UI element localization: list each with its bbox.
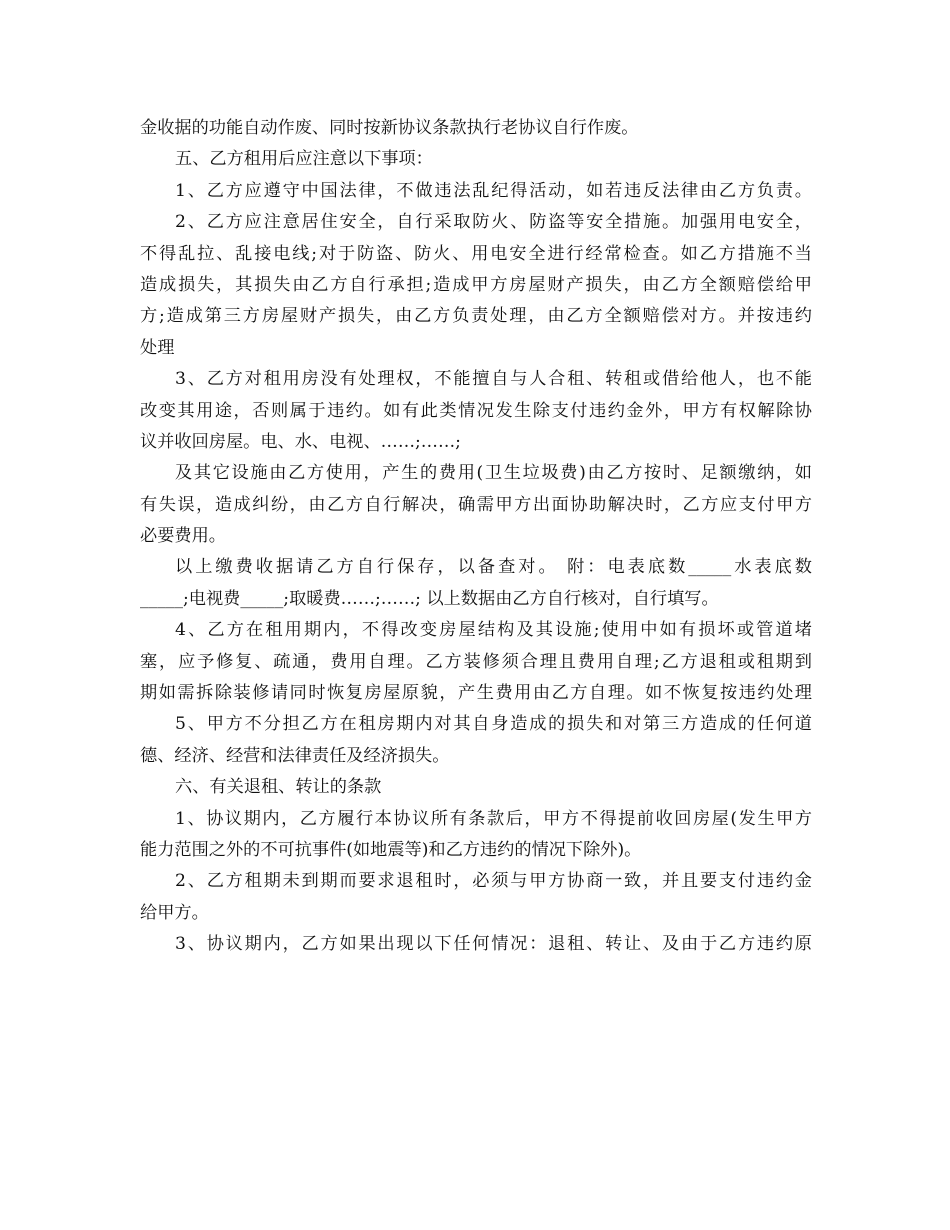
document-line: 3、乙方对租用房没有处理权，不能擅自与人合租、转租或借给他人，也不能 — [175, 369, 812, 390]
document-line: 给甲方。 — [140, 902, 209, 923]
document-body — [140, 113, 812, 961]
document-line: 及其它设施由乙方使用，产生的费用(卫生垃圾费)由乙方按时、足额缴纳，如 — [175, 463, 812, 484]
document-line: 议并收回房屋。电、水、电视、……;……; — [140, 431, 461, 452]
document-line: 改变其用途，否则属于违约。如有此类情况发生除支付违约金外，甲方有权解除协 — [140, 400, 812, 421]
document-line: 期如需拆除装修请同时恢复房屋原貌，产生费用由乙方自理。如不恢复按违约处理 — [140, 683, 812, 704]
document-line: 六、有关退租、转让的条款 — [175, 777, 382, 798]
document-line: 造成损失，其损失由乙方自行承担;造成甲方房屋财产损失，由乙方全额赔偿给甲 — [140, 274, 812, 295]
document-line: 必要费用。 — [140, 526, 226, 547]
document-line: 2、乙方租期未到期而要求退租时，必须与甲方协商一致，并且要支付违约金 — [175, 871, 812, 892]
document-line: 以上缴费收据请乙方自行保存，以备查对。 附：电表底数_____水表底数 — [175, 557, 812, 578]
document-line: 德、经济、经营和法律责任及经济损失。 — [140, 745, 450, 766]
document-line: 有失误，造成纠纷，由乙方自行解决，确需甲方出面协助解决时，乙方应支付甲方 — [140, 494, 812, 515]
document-line: 1、乙方应遵守中国法律，不做违法乱纪得活动，如若违反法律由乙方负责。 — [175, 180, 812, 201]
document-line: 能力范围之外的不可抗事件(如地震等)和乙方违约的情况下除外)。 — [140, 839, 642, 860]
document-line: _____;电视费_____;取暖费……;……; 以上数据由乙方自行核对，自行填写。 — [140, 588, 719, 609]
document-line: 5、甲方不分担乙方在租房期内对其自身造成的损失和对第三方造成的任何道 — [175, 714, 812, 735]
document-line: 方;造成第三方房屋财产损失，由乙方负责处理，由乙方全额赔偿对方。并按违约 — [140, 306, 812, 327]
document-line: 处理 — [140, 337, 175, 358]
document-line: 不得乱拉、乱接电线;对于防盗、防火、用电安全进行经常检查。如乙方措施不当 — [140, 243, 812, 264]
document-line: 2、乙方应注意居住安全，自行采取防火、防盗等安全措施。加强用电安全， — [175, 212, 812, 233]
document-line: 3、协议期内，乙方如果出现以下任何情况：退租、转让、及由于乙方违约原 — [175, 934, 812, 955]
document-line: 4、乙方在租用期内，不得改变房屋结构及其设施;使用中如有损坏或管道堵 — [175, 620, 812, 641]
document-line: 五、乙方租用后应注意以下事项： — [175, 149, 433, 170]
document-line: 1、协议期内，乙方履行本协议所有条款后，甲方不得提前收回房屋(发生甲方 — [175, 808, 812, 829]
document-line: 塞，应予修复、疏通，费用自理。乙方装修须合理且费用自理;乙方退租或租期到 — [140, 651, 812, 672]
document-line: 金收据的功能自动作废、同时按新协议条款执行老协议自行作废。 — [140, 118, 639, 138]
